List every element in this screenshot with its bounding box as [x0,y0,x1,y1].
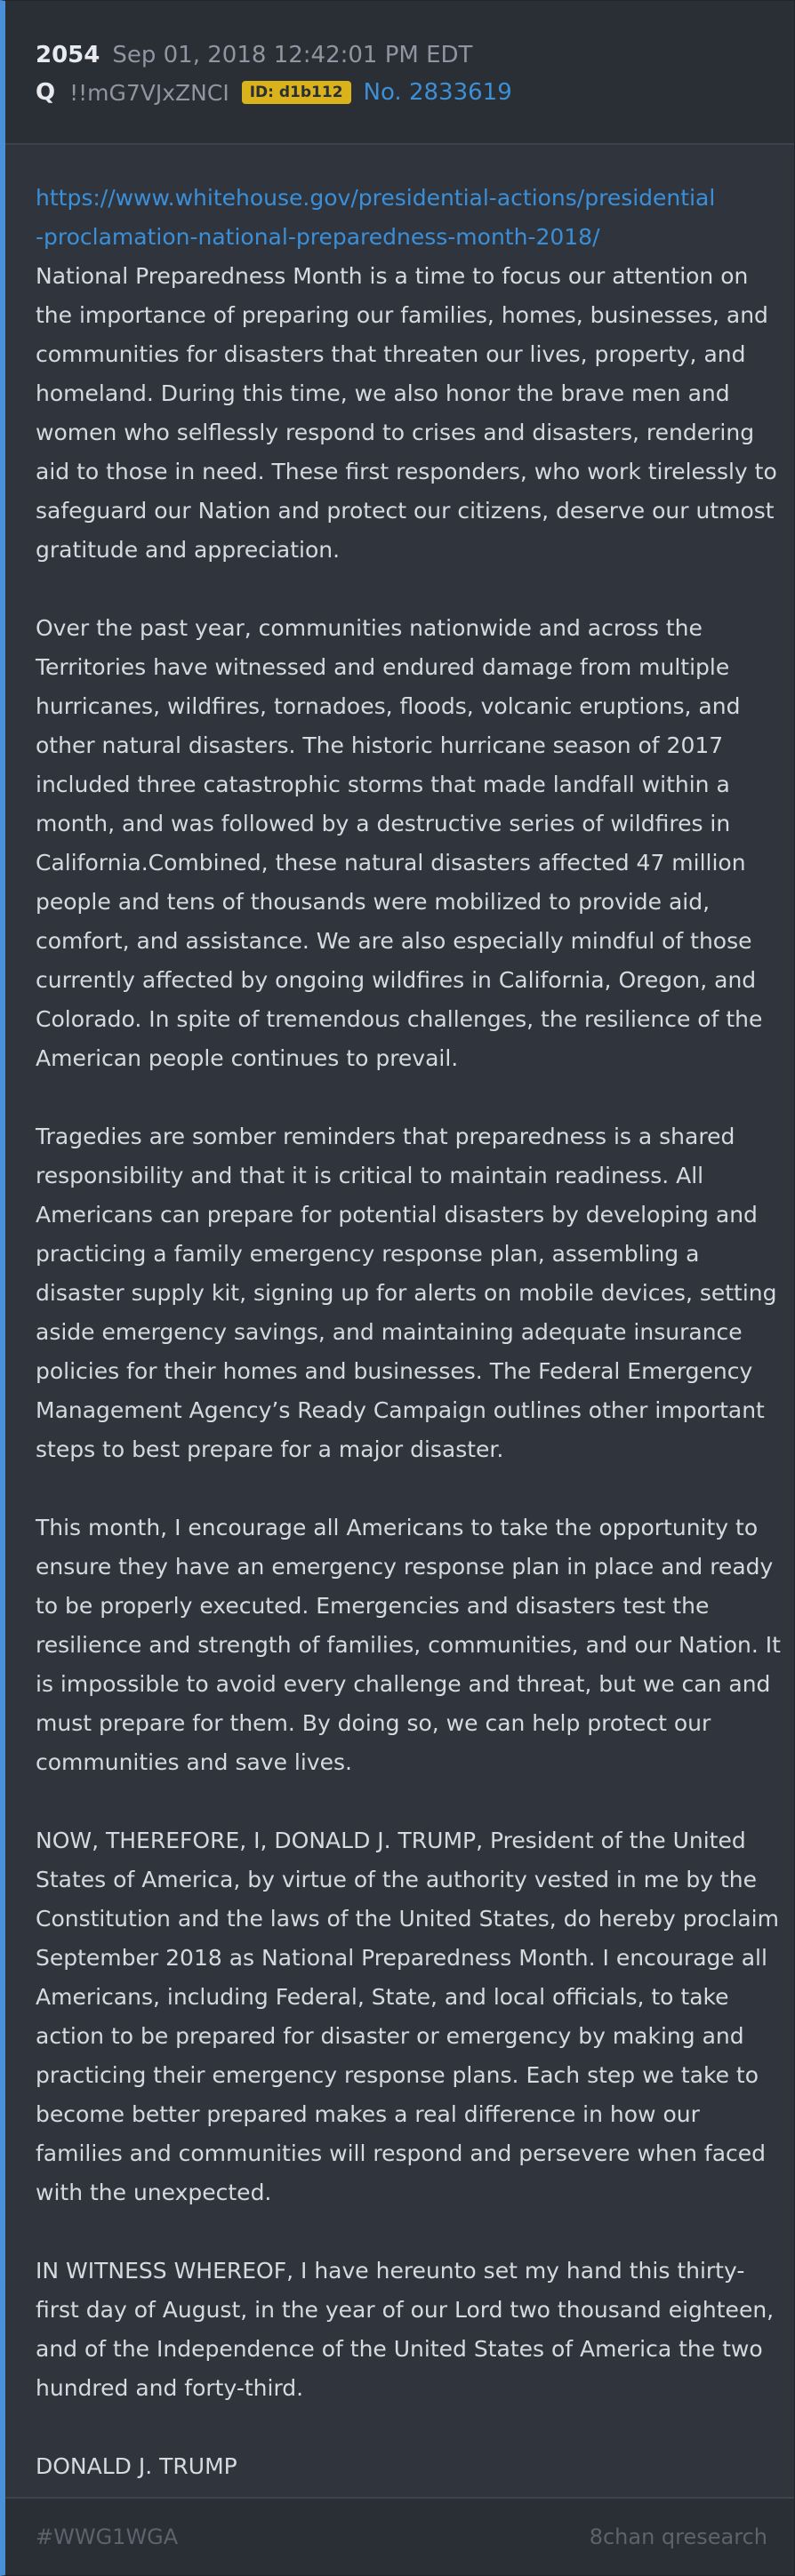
paragraph: NOW, THEREFORE, I, DONALD J. TRUMP, President of the United States of America, by virtue of the authority vested in me by the Constitution and the laws of the United States, do hereby proclaim September 2018 as National Preparedness Month. I encourage all Americans, including Federal, State, and local officials, to take action to be prepared for disaster or emergency by making and practicing their emergency response plans. Each step we take to become better prepared makes a real difference in how our families and communities will respond and persevere when faced with the unexpected. [36,1828,779,2205]
post-footer [5,2497,794,2575]
post-number-link[interactable]: No. 2833619 [363,79,512,106]
post-body [5,145,794,2497]
post-number: 2054 [36,42,100,68]
source-link[interactable]: https://www.whitehouse.gov/presidential-actions/presidential-proclamation-national-preparedness-month-2018/ [36,185,716,250]
post-meta-line [36,36,794,74]
paragraph: National Preparedness Month is a time to focus our attention on the importance of preparing our families, homes, businesses, and communities for disasters that threaten our lives, property, and homeland. During this time, we also honor the brave men and women who selflessly respond to crises and disasters, rendering aid to those in need. These first responders, who work tirelessly to safeguard our Nation and protect our citizens, deserve our utmost gratitude and appreciation. [36,263,777,563]
post-datetime: Sep 01, 2018 12:42:01 PM EDT [112,42,473,68]
paragraph: IN WITNESS WHEREOF, I have hereunto set my hand this thirty-first day of August, in the year of our Lord two thousand eighteen, and of the Independence of the United States of America the two hundred and forty-third. [36,2258,775,2401]
author-name: Q [36,79,56,106]
post-header [5,1,794,145]
id-badge[interactable]: ID: d1b112 [242,81,351,104]
signature-text: DONALD J. TRUMP [36,2453,237,2479]
post-author-line [36,74,794,111]
hashtag: #WWG1WGA [36,2524,179,2549]
paragraph: This month, I encourage all Americans to take the opportunity to ensure they have an emergency response plan in place and ready to be properly executed. Emergencies and disasters test the resilience and strength of families, communities, and our Nation. It is impossible to avoid every challenge and threat, but we can and must prepare for them. By doing so, we can help protect our communities and save lives. [36,1515,781,1775]
source-label: 8chan qresearch [589,2524,767,2549]
paragraph: Tragedies are somber reminders that preparedness is a shared responsibility and that it is critical to maintain readiness. All Americans can prepare for potential disasters by developing and practicing a family emergency response plan, assembling a disaster supply kit, signing up for alerts on mobile devices, setting aside emergency savings, and maintaining adequate insurance policies for their homes and businesses. The Federal Emergency Management Agency’s Ready Campaign outlines other important steps to best prepare for a major disaster. [36,1124,777,1462]
tripcode: !!mG7VJxZNCI [69,79,229,106]
paragraph: Over the past year, communities nationwide and across the Territories have witnessed and endured damage from multiple hurricanes, wildfires, tornadoes, floods, volcanic eruptions, and other natural disasters. The historic hurricane season of 2017 included three catastrophic storms that made landfall within a month, and was followed by a destructive series of wildfires in California.Combined, these natural disasters affected 47 million people and tens of thousands were mobilized to provide aid, comfort, and assistance. We are also especially mindful of those currently affected by ongoing wildfires in California, Oregon, and Colorado. In spite of tremendous challenges, the resilience of the American people continues to prevail. [36,615,763,1071]
